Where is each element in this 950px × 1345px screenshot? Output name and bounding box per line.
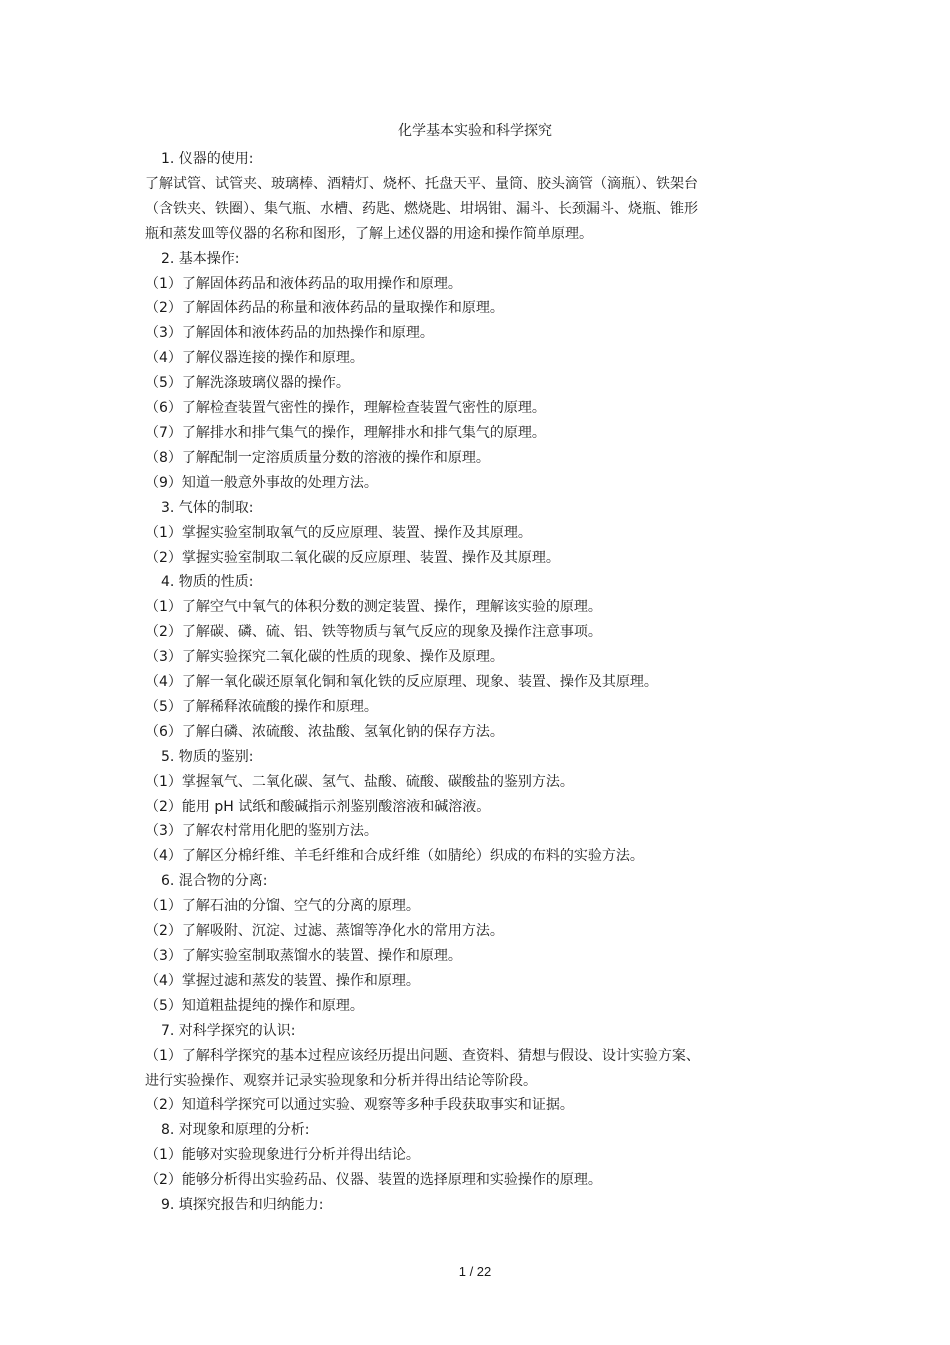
text-line: （4）了解一氧化碳还原氧化铜和氧化铁的反应原理、现象、装置、操作及其原理。 (145, 674, 658, 691)
section-heading: 5. 物质的鉴别: (161, 748, 254, 765)
text-line: （8）了解配制一定溶质质量分数的溶液的操作和原理。 (145, 449, 490, 466)
text-line: （5）了解稀释浓硫酸的操作和原理。 (145, 698, 378, 715)
section-heading: 3. 气体的制取: (161, 499, 254, 516)
text-line: （1）掌握实验室制取氧气的反应原理、装置、操作及其原理。 (145, 524, 532, 541)
section-heading: 8. 对现象和原理的分析: (161, 1122, 310, 1139)
text-line: （2）知道科学探究可以通过实验、观察等多种手段获取事实和证据。 (145, 1097, 574, 1114)
text-line: 了解试管、试管夹、玻璃棒、酒精灯、烧杯、托盘天平、量筒、胶头滴管（滴瓶）、铁架台 (145, 175, 698, 192)
text-line: （6）了解检查装置气密性的操作，理解检查装置气密性的原理。 (145, 400, 546, 417)
section-heading: 2. 基本操作: (161, 250, 240, 267)
page-number: 1 / 22 (458, 1264, 492, 1279)
text-line: 进行实验操作、观察并记录实验现象和分析并得出结论等阶段。 (145, 1072, 537, 1089)
text-line: （3）了解实验探究二氧化碳的性质的现象、操作及原理。 (145, 649, 504, 666)
section-heading: 7. 对科学探究的认识: (161, 1022, 296, 1039)
text-line: （含铁夹、铁圈）、集气瓶、水槽、药匙、燃烧匙、坩埚钳、漏斗、长颈漏斗、烧瓶、锥形 (145, 200, 698, 217)
text-line: （2）能够分析得出实验药品、仪器、装置的选择原理和实验操作的原理。 (145, 1172, 602, 1189)
text-line: （4）掌握过滤和蒸发的装置、操作和原理。 (145, 972, 420, 989)
text-line: （2）了解吸附、沉淀、过滤、蒸馏等净化水的常用方法。 (145, 923, 504, 940)
section-heading: 9. 填探究报告和归纳能力: (161, 1197, 324, 1214)
text-line: （1）了解石油的分馏、空气的分离的原理。 (145, 898, 420, 915)
text-line: （2）掌握实验室制取二氧化碳的反应原理、装置、操作及其原理。 (145, 549, 560, 566)
text-line: （1）了解固体药品和液体药品的取用操作和原理。 (145, 275, 462, 292)
text-line: （1）了解空气中氧气的体积分数的测定装置、操作，理解该实验的原理。 (145, 599, 602, 616)
text-line: （3）了解固体和液体药品的加热操作和原理。 (145, 325, 434, 342)
text-line: （5）知道粗盐提纯的操作和原理。 (145, 997, 364, 1014)
text-line: （4）了解区分棉纤维、羊毛纤维和合成纤维（如腈纶）织成的布料的实验方法。 (145, 848, 644, 865)
text-line: （3）了解实验室制取蒸馏水的装置、操作和原理。 (145, 948, 462, 964)
text-line: （9）知道一般意外事故的处理方法。 (145, 474, 378, 491)
text-line: （1）了解科学探究的基本过程应该经历提出问题、查资料、猜想与假设、设计实验方案、 (145, 1047, 700, 1064)
text-line: （2）了解固体药品的称量和液体药品的量取操作和原理。 (145, 300, 504, 317)
text-line: （1）能够对实验现象进行分析并得出结论。 (145, 1147, 420, 1164)
document-body (145, 147, 755, 1218)
document-title: 化学基本实验和科学探究 (398, 123, 552, 139)
text-line: （6）了解白磷、浓硫酸、浓盐酸、氢氧化钠的保存方法。 (145, 723, 504, 740)
section-heading: 1. 仪器的使用: (161, 151, 254, 167)
text-line: 瓶和蒸发皿等仪器的名称和图形，了解上述仪器的用途和操作简单原理。 (145, 225, 593, 242)
section-heading: 6. 混合物的分离: (161, 873, 268, 890)
section-heading: 4. 物质的性质: (161, 574, 254, 591)
text-line: （2）了解碳、磷、硫、铝、铁等物质与氧气反应的现象及操作注意事项。 (145, 624, 602, 641)
text-line: （4）了解仪器连接的操作和原理。 (145, 350, 364, 367)
text-line: （5）了解洗涤玻璃仪器的操作。 (145, 375, 350, 392)
text-line: （2）能用 pH 试纸和酸碱指示剂鉴别酸溶液和碱溶液。 (145, 798, 491, 815)
text-line: （1）掌握氧气、二氧化碳、氢气、盐酸、硫酸、碳酸盐的鉴别方法。 (145, 773, 574, 790)
text-line: （7）了解排水和排气集气的操作，理解排水和排气集气的原理。 (145, 424, 546, 441)
text-line: （3）了解农村常用化肥的鉴别方法。 (145, 823, 378, 840)
